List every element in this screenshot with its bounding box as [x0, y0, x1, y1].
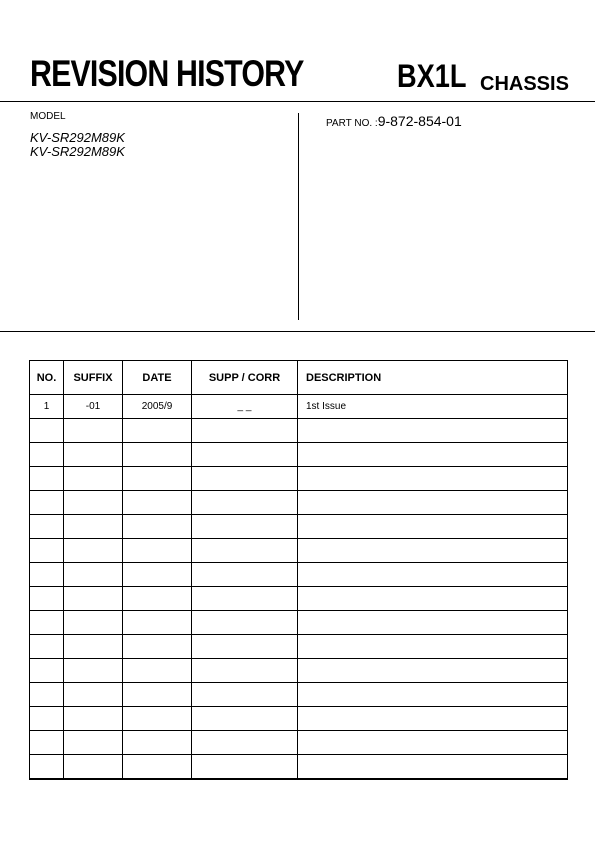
cell-suffix	[64, 731, 123, 755]
part-number	[326, 113, 462, 132]
cell-date	[123, 731, 192, 755]
cell-description	[298, 467, 568, 491]
cell-suffix	[64, 611, 123, 635]
chassis-label: CHASSIS	[480, 73, 569, 95]
cell-supp-corr	[192, 539, 298, 563]
cell-supp-corr	[192, 683, 298, 707]
cell-suffix	[64, 443, 123, 467]
cell-date	[123, 491, 192, 515]
cell-description: 1st Issue	[298, 395, 568, 419]
cell-supp-corr	[192, 731, 298, 755]
section-divider	[298, 113, 299, 320]
cell-date	[123, 635, 192, 659]
table-row	[30, 515, 568, 539]
col-header-no: NO.	[30, 361, 64, 395]
table-row	[30, 587, 568, 611]
cell-no	[30, 755, 64, 780]
cell-date	[123, 515, 192, 539]
part-number-value: 9-872-854-01	[377, 113, 462, 129]
table-row	[30, 419, 568, 443]
cell-supp-corr	[192, 467, 298, 491]
cell-date	[123, 707, 192, 731]
table-row	[30, 731, 568, 755]
cell-no	[30, 491, 64, 515]
cell-no	[30, 467, 64, 491]
cell-description	[298, 419, 568, 443]
cell-suffix	[64, 659, 123, 683]
cell-supp-corr	[192, 443, 298, 467]
cell-suffix	[64, 755, 123, 780]
cell-description	[298, 611, 568, 635]
cell-suffix	[64, 563, 123, 587]
cell-description	[298, 635, 568, 659]
cell-supp-corr	[192, 587, 298, 611]
cell-description	[298, 587, 568, 611]
model-item: KV-SR292M89K	[30, 144, 125, 159]
cell-description	[298, 659, 568, 683]
cell-description	[298, 515, 568, 539]
cell-supp-corr	[192, 635, 298, 659]
table-row	[30, 683, 568, 707]
cell-no	[30, 563, 64, 587]
cell-date	[123, 683, 192, 707]
cell-no	[30, 683, 64, 707]
cell-date	[123, 563, 192, 587]
cell-date	[123, 755, 192, 780]
cell-suffix	[64, 491, 123, 515]
cell-no	[30, 419, 64, 443]
cell-suffix: -01	[64, 395, 123, 419]
cell-supp-corr: _ _	[192, 395, 298, 419]
cell-description	[298, 491, 568, 515]
table-row	[30, 659, 568, 683]
cell-supp-corr	[192, 515, 298, 539]
table-row	[30, 491, 568, 515]
cell-suffix	[64, 515, 123, 539]
col-header-suffix: SUFFIX	[64, 361, 123, 395]
cell-no	[30, 587, 64, 611]
table-row	[30, 467, 568, 491]
cell-suffix	[64, 419, 123, 443]
model-label: MODEL	[30, 111, 66, 122]
table-row	[30, 395, 568, 419]
cell-no	[30, 731, 64, 755]
table-row	[30, 707, 568, 731]
table-row	[30, 755, 568, 780]
cell-supp-corr	[192, 755, 298, 780]
cell-date	[123, 539, 192, 563]
cell-date	[123, 611, 192, 635]
section-bottom-rule	[0, 331, 595, 332]
cell-date	[123, 419, 192, 443]
cell-suffix	[64, 635, 123, 659]
cell-supp-corr	[192, 491, 298, 515]
table-row	[30, 635, 568, 659]
revision-table	[29, 360, 568, 780]
cell-date	[123, 659, 192, 683]
col-header-date: DATE	[123, 361, 192, 395]
cell-suffix	[64, 683, 123, 707]
cell-supp-corr	[192, 659, 298, 683]
page-title: REVISION HISTORY	[30, 53, 304, 94]
cell-suffix	[64, 707, 123, 731]
cell-date: 2005/9	[123, 395, 192, 419]
table-row	[30, 611, 568, 635]
cell-description	[298, 755, 568, 780]
table-row	[30, 539, 568, 563]
cell-description	[298, 731, 568, 755]
cell-description	[298, 563, 568, 587]
table-row	[30, 443, 568, 467]
table-header-row	[30, 361, 568, 395]
cell-suffix	[64, 467, 123, 491]
cell-supp-corr	[192, 611, 298, 635]
cell-no	[30, 611, 64, 635]
model-list	[30, 131, 125, 159]
cell-supp-corr	[192, 707, 298, 731]
cell-date	[123, 443, 192, 467]
cell-description	[298, 443, 568, 467]
cell-description	[298, 539, 568, 563]
cell-description	[298, 683, 568, 707]
chassis-code: BX1L	[397, 58, 467, 94]
cell-no: 1	[30, 395, 64, 419]
cell-no	[30, 659, 64, 683]
part-number-label: PART NO. :	[326, 118, 378, 129]
col-header-description: DESCRIPTION	[298, 361, 568, 395]
cell-suffix	[64, 539, 123, 563]
table-row	[30, 563, 568, 587]
cell-date	[123, 587, 192, 611]
cell-no	[30, 443, 64, 467]
cell-date	[123, 467, 192, 491]
cell-description	[298, 707, 568, 731]
cell-no	[30, 707, 64, 731]
cell-no	[30, 539, 64, 563]
col-header-supp-corr: SUPP / CORR	[192, 361, 298, 395]
cell-supp-corr	[192, 563, 298, 587]
model-item: KV-SR292M89K	[30, 130, 125, 145]
cell-supp-corr	[192, 419, 298, 443]
cell-no	[30, 515, 64, 539]
cell-suffix	[64, 587, 123, 611]
header-rule	[0, 101, 595, 102]
cell-no	[30, 635, 64, 659]
